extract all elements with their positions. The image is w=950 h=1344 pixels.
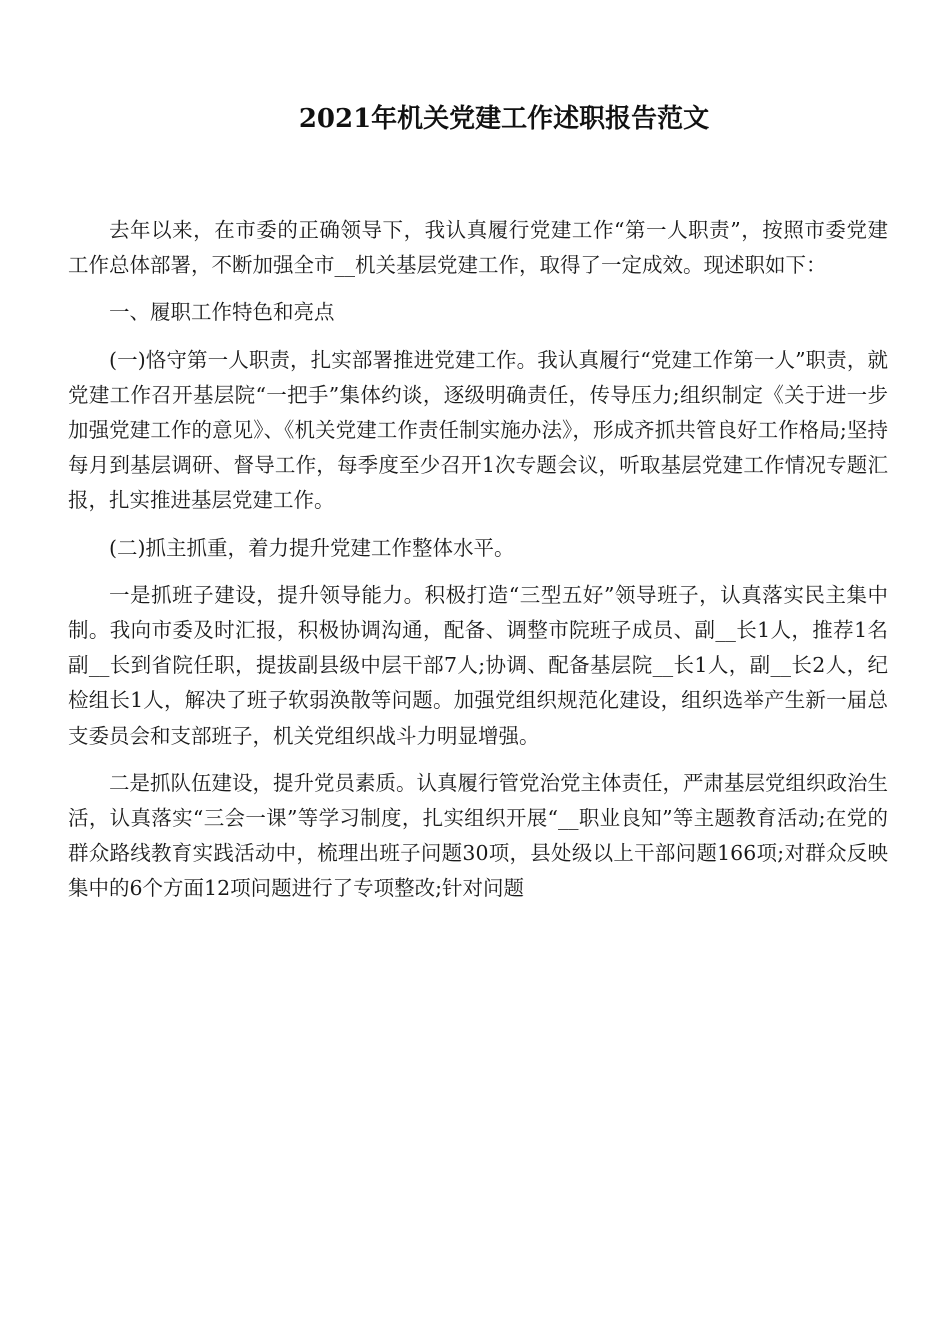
paragraph-team-building: 一是抓班子建设，提升领导能力。积极打造“三型五好”领导班子，认真落实民主集中制。我向市委及时汇报，积极协调沟通，配备、调整市院班子成员、副__长1人，推荐1名副__长到省院任职，提拔副县级中层干部7人;协调、配备基层院__长1人，副__长2人，纪检组长1人，解决了班子软弱涣散等问题。加强党组织规范化建设，组织选举产生新一届总支委员会和支部班子，机关党组织战斗力明显增强。 (68, 582, 888, 748)
paragraph-staff-building: 二是抓队伍建设，提升党员素质。认真履行管党治党主体责任，严肃基层党组织政治生活，认真落实“三会一课”等学习制度，扎实组织开展“__职业良知”等主题教育活动;在党的群众路线教育实践活动中，梳理出班子问题30项，县处级以上干部问题166项;对群众反映集中的6个方面12项问题进行了专项整改;针对问题 (68, 770, 888, 901)
paragraph-subsection-2-heading: (二)抓主抓重，着力提升党建工作整体水平。 (109, 535, 515, 560)
paragraph-subsection-1: (一)恪守第一人职责，扎实部署推进党建工作。我认真履行“党建工作第一人”职责，就党建工作召开基层院“一把手”集体约谈，逐级明确责任，传导压力;组织制定《关于进一步加强党建工作的意见》、《机关党建工作责任制实施办法》，形成齐抓共管良好工作格局;坚持每月到基层调研、督导工作，每季度至少召开1次专题会议，听取基层党建工作情况专题汇报，扎实推进基层党建工作。 (68, 347, 888, 513)
paragraph-intro: 去年以来，在市委的正确领导下，我认真履行党建工作“第一人职责”，按照市委党建工作总体部署，不断加强全市__机关基层党建工作，取得了一定成效。现述职如下： (68, 218, 888, 278)
document-title: 2021年机关党建工作述职报告范文 (298, 104, 710, 134)
section-heading-1: 一、履职工作特色和亮点 (109, 300, 335, 325)
document-body (68, 213, 888, 907)
